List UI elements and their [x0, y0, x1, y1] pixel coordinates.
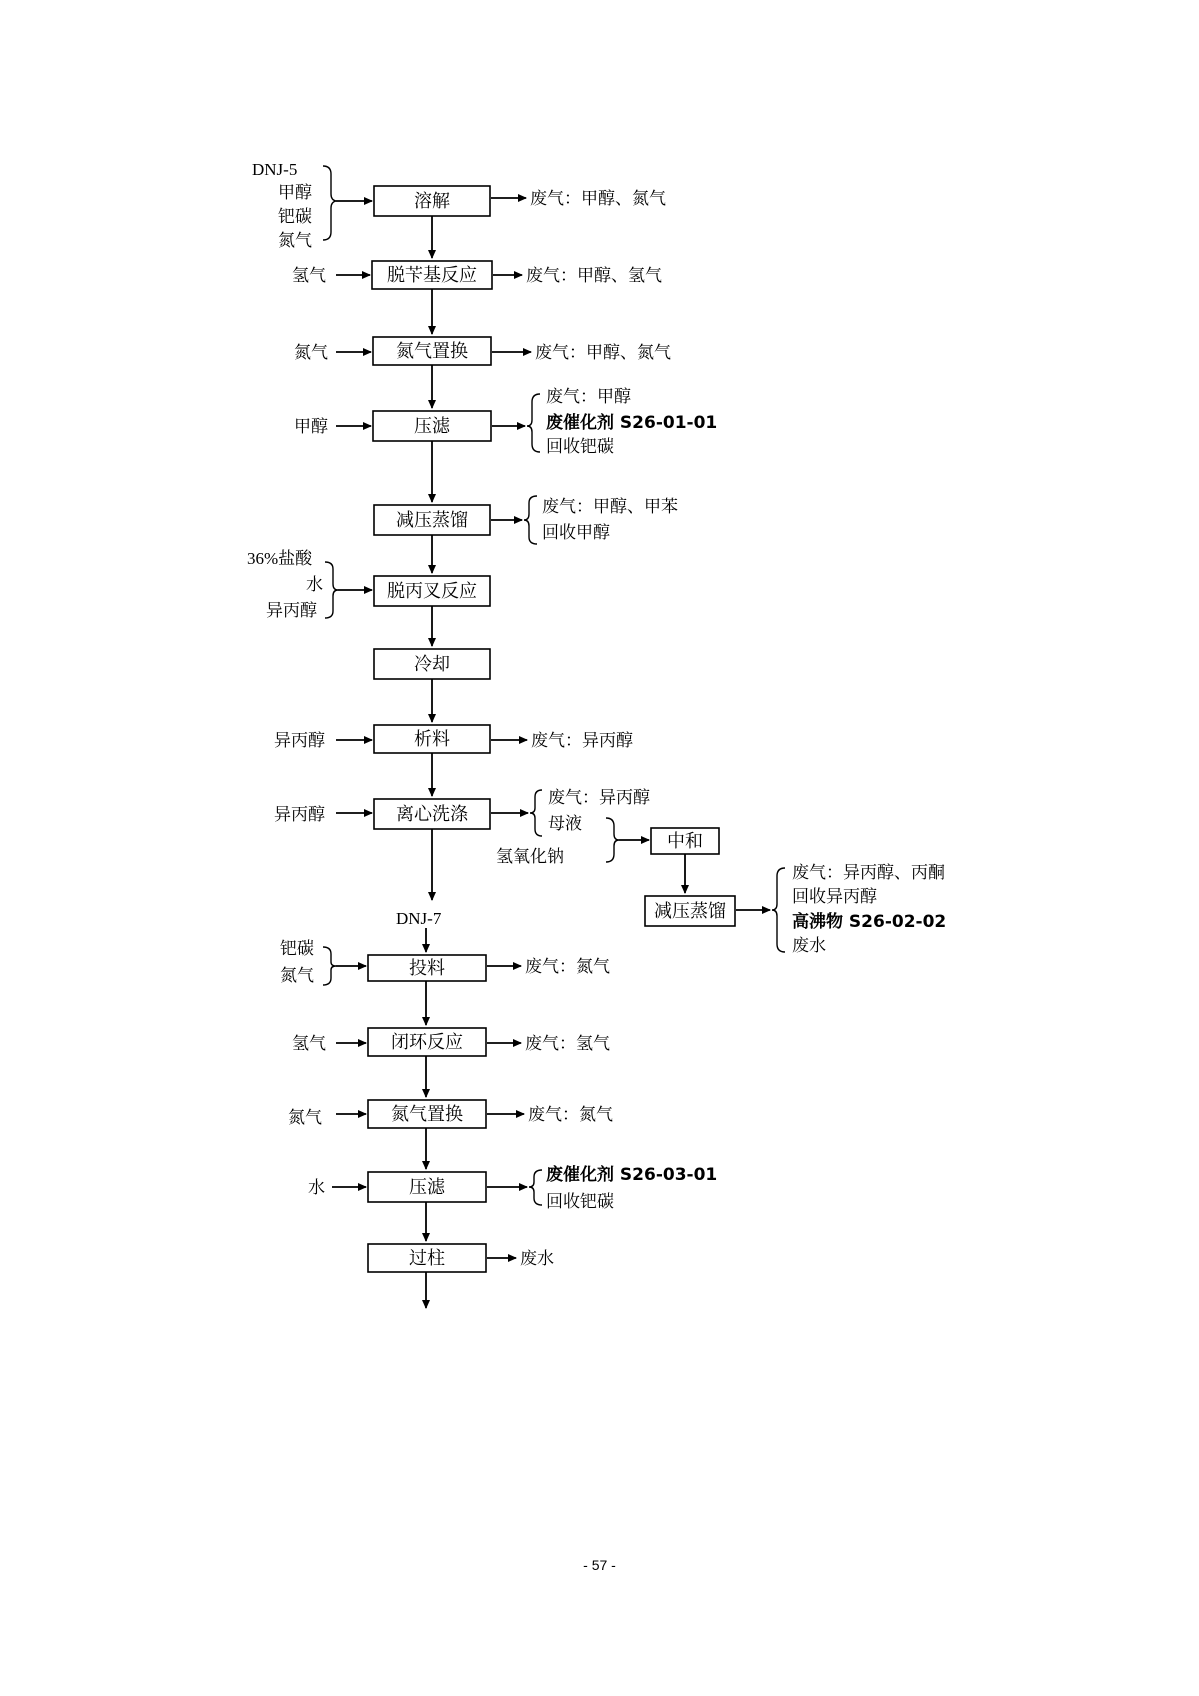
step-cool: [374, 649, 490, 679]
output-debenzyl: 废气：甲醇、氢气: [526, 266, 662, 286]
input-n2: 氮气: [278, 231, 312, 251]
output-brace-centrifuge: [530, 790, 542, 836]
step-charge: [368, 955, 486, 981]
input2-pdc: 钯碳: [280, 939, 314, 959]
output-distill2-ipa: 回收异丙醇: [792, 887, 877, 907]
neutralize-input-brace: [606, 818, 619, 862]
side-input2-water: 水: [308, 1178, 325, 1198]
side-input-methanol: 甲醇: [294, 417, 328, 437]
output-distill-gas: 废气：甲醇、甲苯: [542, 497, 678, 517]
step-vac-distill-label: 减压蒸馏: [396, 510, 468, 531]
output-brace-filter: [527, 394, 540, 452]
step-centrifuge: [374, 799, 490, 829]
input-pdc: 钯碳: [278, 207, 312, 227]
step-neutralize: [651, 828, 719, 854]
step-vac-distill-2-label: 减压蒸馏: [654, 901, 726, 922]
step-deacetonide: [374, 576, 490, 606]
output-brace-distill: [524, 496, 537, 544]
input-brace: [323, 166, 336, 240]
deacetonide-input-hcl: 36%盐酸: [247, 549, 313, 568]
side-input-ipa-centrifuge: 异丙醇: [274, 805, 325, 825]
input2-brace: [323, 947, 336, 985]
step-n2-replace: [373, 337, 491, 365]
side-input-ipa-crystallize: 异丙醇: [274, 731, 325, 751]
deacetonide-input-ipa: 异丙醇: [266, 601, 317, 621]
output-filter2-pdc: 回收钯碳: [546, 1192, 614, 1212]
step-n2-replace-label: 氮气置换: [396, 341, 468, 362]
page-number: - 57 -: [583, 1557, 616, 1573]
step-dissolve-label: 溶解: [414, 191, 450, 212]
output-charge: 废气：氮气: [525, 957, 610, 977]
input-dnj5: DNJ-5: [252, 160, 298, 179]
step-charge-label: 投料: [409, 958, 445, 979]
output-filter-catalyst: 废催化剂 S26-01-01: [546, 413, 718, 433]
side-input-naoh: 氢氧化钠: [496, 847, 564, 867]
step-n2-replace-2-label: 氮气置换: [391, 1104, 463, 1125]
step-dissolve: [374, 186, 490, 216]
step-centrifuge-label: 离心洗涤: [396, 804, 468, 825]
deacetonide-input-water: 水: [306, 575, 323, 595]
output-centrifuge-liquor: 母液: [548, 814, 582, 834]
output-brace-distill2: [772, 868, 785, 952]
output-filter-pdc: 回收钯碳: [546, 437, 614, 457]
input-methanol: 甲醇: [278, 183, 312, 203]
output-distill-methanol: 回收甲醇: [542, 523, 610, 543]
output-distill2-wastewater: 废水: [792, 936, 826, 956]
step-crystallize: [374, 725, 490, 753]
step-press-filter-label: 压滤: [414, 416, 450, 437]
step-press-filter-2: [368, 1172, 486, 1202]
step-cool-label: 冷却: [414, 654, 450, 675]
step-press-filter-2-label: 压滤: [409, 1177, 445, 1198]
step-vac-distill-2: [645, 896, 735, 926]
step-debenzyl-label: 脱苄基反应: [387, 265, 477, 286]
step-vac-distill: [374, 505, 490, 535]
deacetonide-input-brace: [325, 562, 338, 618]
output-filter2-catalyst: 废催化剂 S26-03-01: [546, 1165, 718, 1185]
output-cyclization: 废气：氢气: [525, 1034, 610, 1054]
output-centrifuge-gas: 废气：异丙醇: [548, 788, 650, 808]
output-brace-filter-2: [529, 1170, 542, 1205]
output-n2-replace-2: 废气：氮气: [528, 1105, 613, 1125]
output-dissolve: 废气：甲醇、氮气: [530, 189, 666, 209]
step-neutralize-label: 中和: [667, 831, 703, 852]
side-input2-hydrogen: 氢气: [292, 1034, 326, 1054]
step-crystallize-label: 析料: [414, 729, 450, 750]
intermediate-dnj7: DNJ-7: [396, 909, 442, 928]
input2-n2: 氮气: [280, 966, 314, 986]
output-distill2-residue: 高沸物 S26-02-02: [792, 912, 947, 932]
step-cyclization: [368, 1028, 486, 1056]
step-column: [368, 1244, 486, 1272]
output-distill2-gas: 废气：异丙醇、丙酮: [792, 863, 945, 883]
step-cyclization-label: 闭环反应: [391, 1032, 463, 1053]
side-input2-nitrogen: 氮气: [288, 1108, 322, 1128]
step-debenzyl: [372, 261, 492, 289]
step-n2-replace-2: [368, 1100, 486, 1128]
step-deacetonide-label: 脱丙叉反应: [387, 581, 477, 602]
side-input-nitrogen: 氮气: [294, 343, 328, 363]
output-crystallize: 废气：异丙醇: [531, 731, 633, 751]
side-input-hydrogen: 氢气: [292, 266, 326, 286]
output-column: 废水: [520, 1249, 554, 1269]
output-filter-gas: 废气：甲醇: [546, 387, 631, 407]
step-press-filter: [373, 411, 491, 441]
output-n2-replace: 废气：甲醇、氮气: [535, 343, 671, 363]
step-column-label: 过柱: [409, 1248, 445, 1269]
